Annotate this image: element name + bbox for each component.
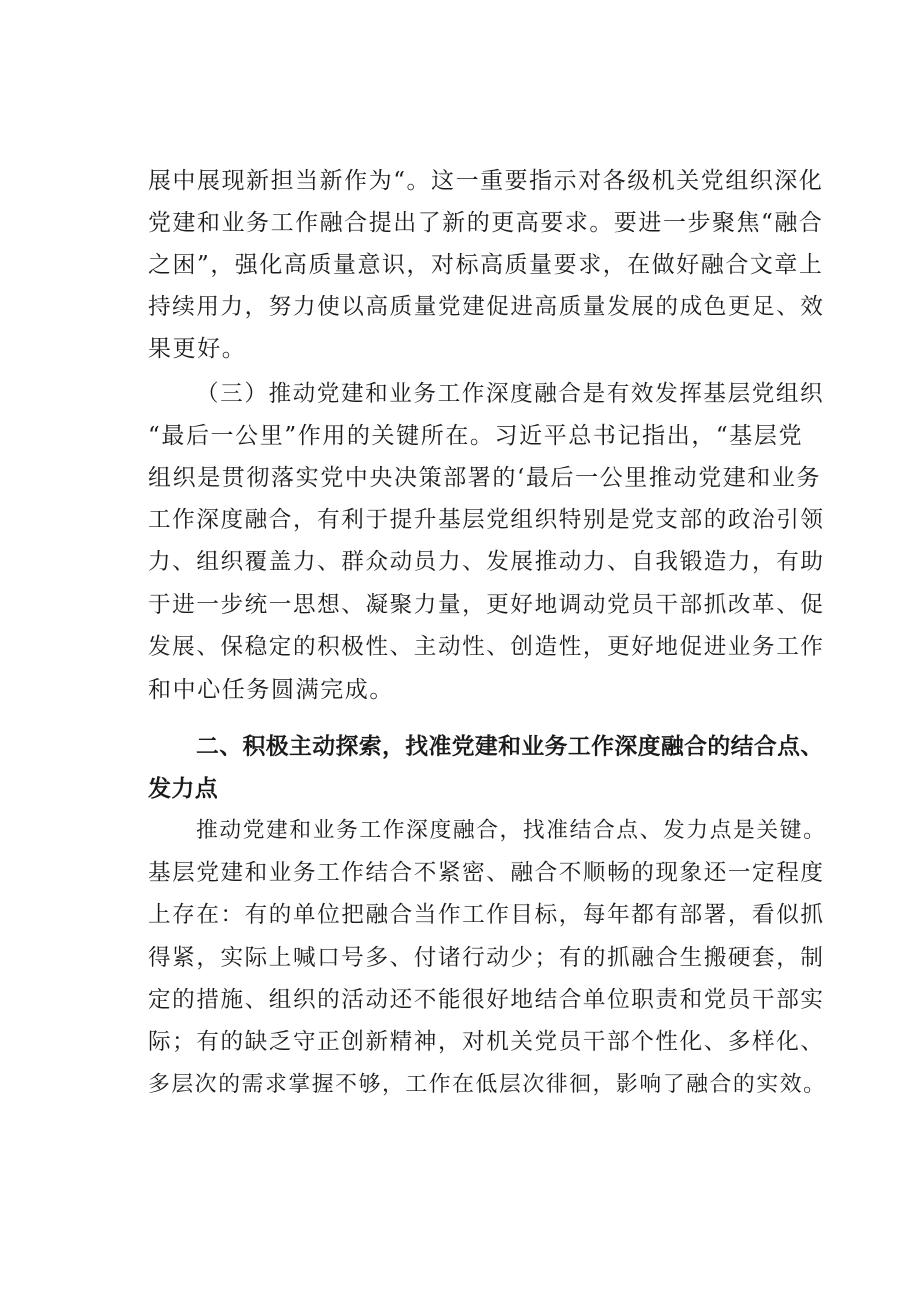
- heading-line: 发力点: [148, 776, 219, 802]
- heading-line: 二、积极主动探索，找准党建和业务工作深度融合的结合点、: [196, 734, 824, 760]
- text-line: 工作深度融合，有利于提升基层党组织特别是党支部的政治引领: [148, 507, 825, 533]
- text-line: 基层党建和业务工作结合不紧密、融合不顺畅的现象还一定程度: [148, 860, 825, 886]
- text-line: 际；有的缺乏守正创新精神，对机关党员干部个性化、多样化、: [148, 1029, 825, 1055]
- text-line: （三）推动党建和业务工作深度融合是有效发挥基层党组织: [196, 381, 825, 407]
- text-line: 得紧，实际上喊口号多、付诸行动少；有的抓融合生搬硬套，制: [148, 945, 825, 971]
- text-line: 上存在：有的单位把融合当作工作目标，每年都有部署，看似抓: [148, 902, 825, 928]
- text-line: 于进一步统一思想、凝聚力量，更好地调动党员干部抓改革、促: [148, 592, 825, 618]
- text-line: “最后一公里”作用的关键所在。习近平总书记指出，“基层党: [148, 423, 804, 449]
- text-line: 发展、保稳定的积极性、主动性、创造性，更好地促进业务工作: [148, 634, 825, 660]
- text-line: 果更好。: [148, 336, 247, 362]
- text-line: 党建和业务工作融合提出了新的更高要求。要进一步聚焦“融合: [148, 210, 824, 236]
- text-line: 推动党建和业务工作深度融合，找准结合点、发力点是关键。: [196, 818, 827, 843]
- text-line: 力、组织覆盖力、群众动员力、发展推动力、自我锻造力，有助: [148, 549, 825, 575]
- text-line: 和中心任务圆满完成。: [148, 677, 394, 703]
- text-line: 之困”，强化高质量意识，对标高质量要求，在做好融合文章上: [148, 252, 824, 278]
- text-line: 持续用力，努力使以高质量党建促进高质量发展的成色更足、效: [148, 294, 825, 320]
- text-line: 组织是贯彻落实党中央决策部署的‘最后一公里推动党建和业务: [148, 465, 822, 491]
- text-line: 定的措施、组织的活动还不能很好地结合单位职责和党员干部实: [148, 987, 825, 1013]
- text-line: 展中展现新担当新作为“。这一重要指示对各级机关党组织深化: [148, 168, 824, 194]
- text-line: 多层次的需求掌握不够，工作在低层次徘徊，影响了融合的实效。: [148, 1072, 827, 1097]
